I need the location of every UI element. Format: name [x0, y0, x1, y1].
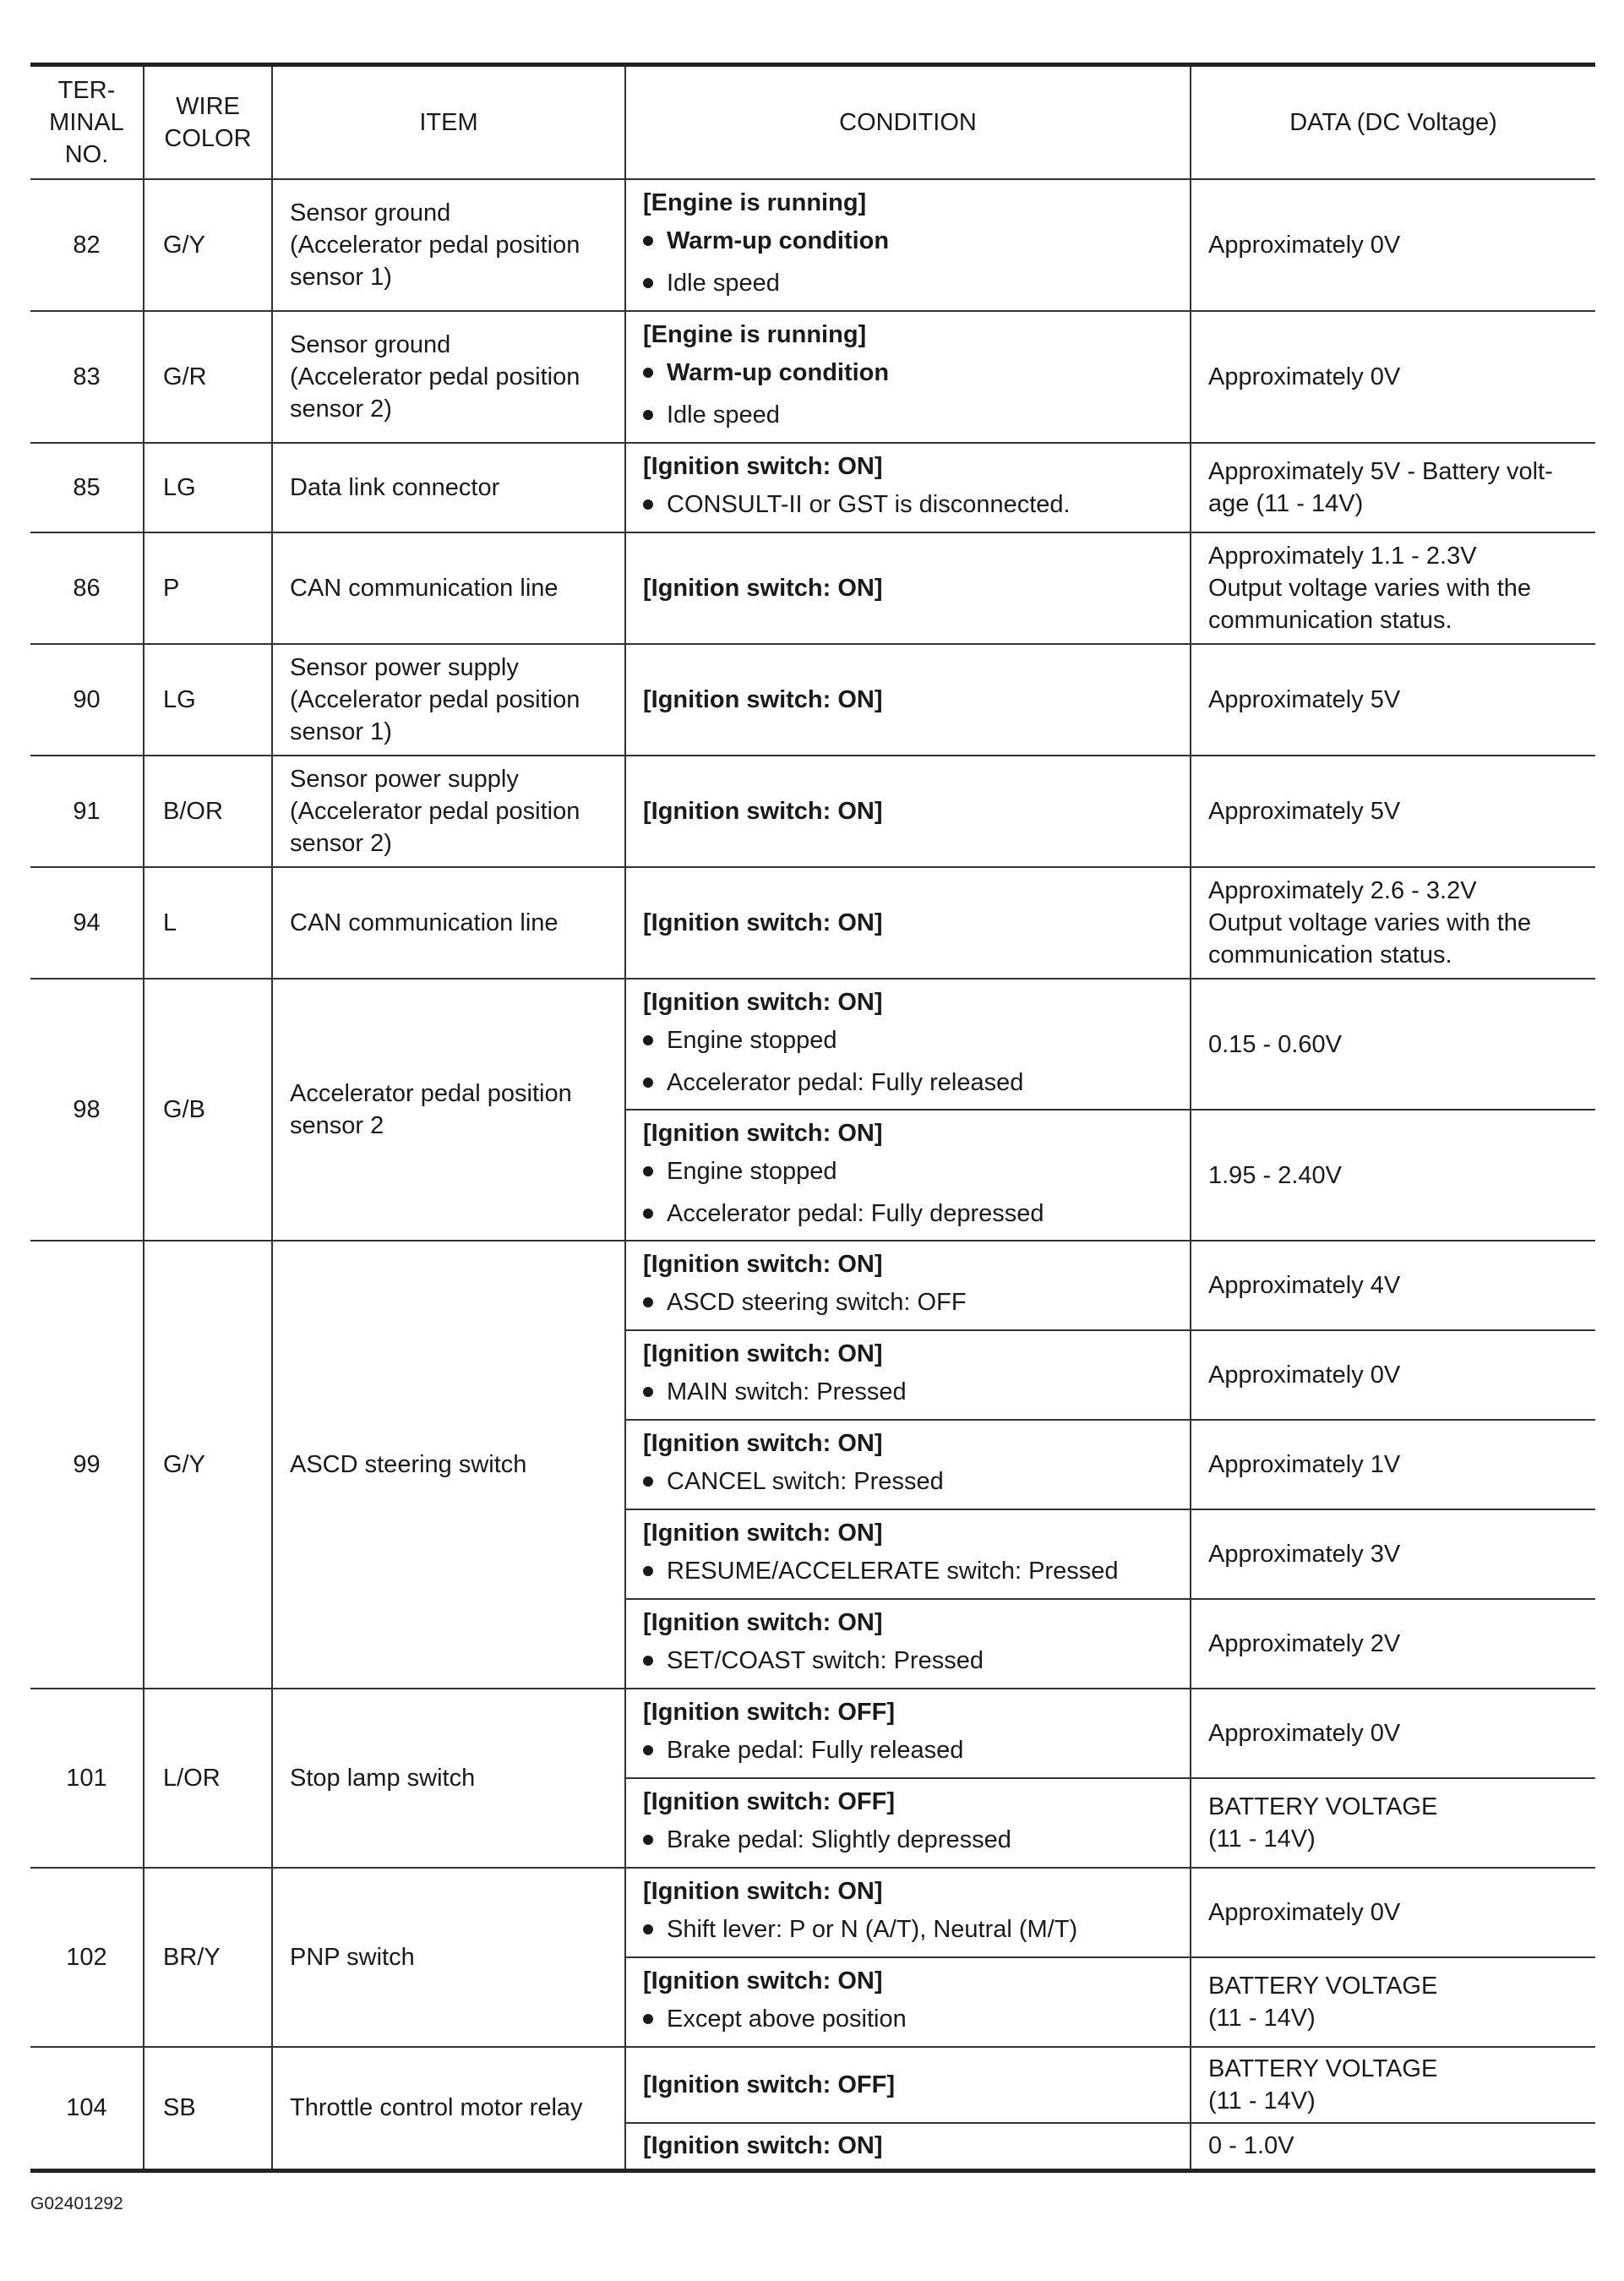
condition-cell	[625, 2123, 1191, 2170]
condition-cell	[625, 532, 1191, 644]
bullet-dot-icon	[643, 278, 653, 288]
bullet-dot-icon	[643, 410, 653, 420]
item-text-line: Sensor power supply	[290, 654, 519, 681]
voltage-data-cell	[1191, 532, 1595, 644]
voltage-data-line: 1.95 - 2.40V	[1208, 1161, 1342, 1189]
condition-bullet-text: Idle speed	[667, 401, 780, 428]
voltage-data-line: (11 - 14V)	[1208, 2087, 1316, 2115]
item-text-line: Sensor ground	[290, 331, 451, 358]
voltage-data-cell	[1191, 979, 1595, 1110]
header-text-line: COLOR	[164, 125, 252, 152]
condition-heading: [Ignition switch: ON]	[643, 988, 883, 1016]
condition-bullet-text: Brake pedal: Fully released	[667, 1737, 964, 1764]
condition-bullet	[643, 1371, 1183, 1413]
condition-bullet-text: Warm-up condition	[667, 227, 890, 254]
condition-cell	[625, 1330, 1191, 1420]
voltage-data-line: BATTERY VOLTAGE	[1208, 1793, 1438, 1820]
header-text-line: MINAL	[49, 109, 124, 136]
wire-color-cell: BR/Y	[144, 1868, 272, 2047]
voltage-data-line: age (11 - 14V)	[1208, 490, 1364, 517]
bullet-dot-icon	[643, 2014, 653, 2024]
condition-heading: [Ignition switch: ON]	[643, 1967, 883, 1995]
item-text-line: PNP switch	[290, 1944, 415, 1971]
voltage-data-cell	[1191, 1420, 1595, 1509]
wire-color-cell: SB	[144, 2047, 272, 2170]
condition-heading: [Ignition switch: ON]	[643, 1119, 883, 1147]
item-cell	[272, 867, 625, 979]
item-text-line: Sensor power supply	[290, 766, 519, 793]
item-cell	[272, 532, 625, 644]
item-cell	[272, 1868, 625, 2047]
terminal-data-page	[30, 63, 1595, 2173]
voltage-data-line: Approximately 0V	[1208, 1899, 1401, 1926]
wire-color-header	[144, 65, 272, 180]
condition-cell	[625, 311, 1191, 443]
terminal-no-header	[30, 65, 144, 180]
terminal-number-cell: 101	[30, 1689, 144, 1868]
condition-heading: [Engine is running]	[643, 189, 867, 216]
table-row	[30, 532, 1595, 644]
voltage-data-line: communication status.	[1208, 941, 1452, 969]
voltage-data-cell	[1191, 1110, 1595, 1241]
item-cell	[272, 1689, 625, 1868]
table-row	[30, 867, 1595, 979]
item-cell	[272, 979, 625, 1241]
item-text-line: Accelerator pedal position	[290, 1080, 572, 1107]
item-text-line: (Accelerator pedal position	[290, 798, 580, 825]
condition-bullet-text: Brake pedal: Slightly depressed	[667, 1826, 1011, 1853]
bullet-dot-icon	[643, 1035, 653, 1045]
table-header-row	[30, 65, 1595, 180]
condition-bullet-text: Engine stopped	[667, 1157, 837, 1185]
voltage-data-line: Approximately 5V - Battery volt-	[1208, 458, 1553, 485]
table-body	[30, 179, 1595, 2170]
terminal-data-table	[30, 63, 1595, 2173]
voltage-data-line: Approximately 4V	[1208, 1272, 1401, 1299]
condition-bullet	[643, 352, 1183, 394]
voltage-data-line: Approximately 5V	[1208, 686, 1401, 713]
voltage-data-line: BATTERY VOLTAGE	[1208, 1973, 1438, 2000]
voltage-data-line: communication status.	[1208, 607, 1452, 634]
table-row	[30, 1868, 1595, 1957]
condition-cell	[625, 1957, 1191, 2047]
condition-cell	[625, 2047, 1191, 2123]
header-text-line: TER-	[57, 77, 116, 104]
condition-cell	[625, 867, 1191, 979]
voltage-data-cell	[1191, 756, 1595, 867]
condition-bullet	[643, 1061, 1183, 1104]
condition-bullet	[643, 394, 1183, 436]
voltage-data-line: Approximately 0V	[1208, 1362, 1401, 1389]
table-row	[30, 2047, 1595, 2123]
item-text-line: Sensor ground	[290, 199, 451, 226]
item-text-line: (Accelerator pedal position	[290, 363, 580, 390]
condition-bullet-text: Shift lever: P or N (A/T), Neutral (M/T)	[667, 1916, 1078, 1943]
condition-heading: [Ignition switch: ON]	[643, 1609, 883, 1636]
table-row	[30, 179, 1595, 311]
wire-color-cell: L/OR	[144, 1689, 272, 1868]
condition-bullet	[643, 262, 1183, 304]
condition-bullet	[643, 1460, 1183, 1503]
item-text-line: (Accelerator pedal position	[290, 686, 580, 713]
condition-cell	[625, 1420, 1191, 1509]
item-cell	[272, 1241, 625, 1689]
item-text-line: sensor 2	[290, 1112, 384, 1139]
condition-heading: [Ignition switch: ON]	[643, 1430, 883, 1457]
voltage-data-cell	[1191, 867, 1595, 979]
bullet-dot-icon	[643, 1078, 653, 1088]
condition-heading: [Ignition switch: OFF]	[643, 2071, 896, 2098]
condition-header: CONDITION	[625, 65, 1191, 180]
condition-heading: [Ignition switch: ON]	[643, 798, 883, 825]
condition-bullet-text: Accelerator pedal: Fully released	[667, 1068, 1024, 1096]
item-cell	[272, 443, 625, 532]
condition-bullet	[643, 1281, 1183, 1323]
condition-cell	[625, 644, 1191, 756]
voltage-data-line: 0 - 1.0V	[1208, 2132, 1294, 2160]
voltage-data-cell	[1191, 1778, 1595, 1868]
terminal-number-cell: 86	[30, 532, 144, 644]
condition-bullet-text: MAIN switch: Pressed	[667, 1378, 907, 1405]
item-text-line: sensor 2)	[290, 830, 392, 857]
terminal-number-cell: 83	[30, 311, 144, 443]
bullet-dot-icon	[643, 1745, 653, 1755]
voltage-data-cell	[1191, 1868, 1595, 1957]
terminal-number-cell: 104	[30, 2047, 144, 2170]
voltage-data-cell	[1191, 311, 1595, 443]
item-cell	[272, 179, 625, 311]
condition-bullet-text: SET/COAST switch: Pressed	[667, 1647, 984, 1674]
condition-bullet	[643, 1192, 1183, 1235]
condition-cell	[625, 1778, 1191, 1868]
voltage-data-line: (11 - 14V)	[1208, 1825, 1316, 1853]
condition-bullet-text: Warm-up condition	[667, 359, 890, 386]
condition-bullet	[643, 220, 1183, 262]
condition-bullet-text: Except above position	[667, 2005, 907, 2033]
condition-cell	[625, 1110, 1191, 1241]
data-header: DATA (DC Voltage)	[1191, 65, 1595, 180]
bullet-dot-icon	[643, 1566, 653, 1576]
item-text-line: (Accelerator pedal position	[290, 232, 580, 259]
wire-color-cell: G/B	[144, 979, 272, 1241]
bullet-dot-icon	[643, 1924, 653, 1934]
voltage-data-cell	[1191, 1957, 1595, 2047]
terminal-number-cell: 91	[30, 756, 144, 867]
item-text-line: Throttle control motor relay	[290, 2094, 583, 2122]
condition-cell	[625, 979, 1191, 1110]
voltage-data-line: Output voltage varies with the	[1208, 909, 1532, 936]
voltage-data-line: Approximately 5V	[1208, 798, 1401, 825]
condition-cell	[625, 1241, 1191, 1330]
item-header: ITEM	[272, 65, 625, 180]
voltage-data-line: Approximately 0V	[1208, 1720, 1401, 1747]
item-cell	[272, 756, 625, 867]
condition-cell	[625, 756, 1191, 867]
item-text-line: sensor 1)	[290, 264, 392, 291]
table-row	[30, 1689, 1595, 1778]
bullet-dot-icon	[643, 236, 653, 246]
wire-color-cell: L	[144, 867, 272, 979]
condition-heading: [Ignition switch: ON]	[643, 686, 883, 713]
voltage-data-cell	[1191, 1330, 1595, 1420]
condition-cell	[625, 179, 1191, 311]
condition-heading: [Ignition switch: ON]	[643, 909, 883, 936]
condition-heading: [Engine is running]	[643, 321, 867, 348]
voltage-data-cell	[1191, 1509, 1595, 1599]
table-row	[30, 979, 1595, 1110]
item-text-line: ASCD steering switch	[290, 1451, 527, 1478]
item-cell	[272, 311, 625, 443]
item-text-line: sensor 2)	[290, 396, 392, 423]
condition-heading: [Ignition switch: ON]	[643, 1878, 883, 1905]
voltage-data-cell	[1191, 179, 1595, 311]
condition-cell	[625, 1599, 1191, 1689]
item-text-line: sensor 1)	[290, 718, 392, 745]
item-text-line: CAN communication line	[290, 909, 559, 936]
condition-bullet-text: CONSULT-II or GST is disconnected.	[667, 491, 1071, 518]
condition-heading: [Ignition switch: ON]	[643, 575, 883, 602]
wire-color-cell: G/Y	[144, 179, 272, 311]
table-row	[30, 443, 1595, 532]
voltage-data-cell	[1191, 443, 1595, 532]
bullet-dot-icon	[643, 1297, 653, 1307]
voltage-data-cell	[1191, 2123, 1595, 2170]
bullet-dot-icon	[643, 368, 653, 378]
voltage-data-cell	[1191, 1689, 1595, 1778]
terminal-number-cell: 90	[30, 644, 144, 756]
item-cell	[272, 644, 625, 756]
wire-color-cell: G/Y	[144, 1241, 272, 1689]
condition-cell	[625, 1689, 1191, 1778]
condition-cell	[625, 1868, 1191, 1957]
condition-heading: [Ignition switch: OFF]	[643, 1699, 896, 1726]
wire-color-cell: LG	[144, 644, 272, 756]
table-row	[30, 1241, 1595, 1330]
bullet-dot-icon	[643, 499, 653, 510]
item-text-line: Stop lamp switch	[290, 1765, 476, 1792]
bullet-dot-icon	[643, 1656, 653, 1666]
voltage-data-cell	[1191, 2047, 1595, 2123]
condition-bullet-text: CANCEL switch: Pressed	[667, 1468, 944, 1495]
voltage-data-line: Approximately 3V	[1208, 1541, 1401, 1568]
voltage-data-cell	[1191, 644, 1595, 756]
voltage-data-line: Approximately 2.6 - 3.2V	[1208, 877, 1477, 904]
condition-heading: [Ignition switch: ON]	[643, 2132, 883, 2160]
bullet-dot-icon	[643, 1476, 653, 1487]
voltage-data-cell	[1191, 1599, 1595, 1689]
condition-bullet	[643, 1550, 1183, 1592]
condition-heading: [Ignition switch: ON]	[643, 1251, 883, 1278]
condition-bullet	[643, 1729, 1183, 1771]
terminal-number-cell: 102	[30, 1868, 144, 2047]
condition-cell	[625, 1509, 1191, 1599]
voltage-data-line: Approximately 1.1 - 2.3V	[1208, 543, 1477, 570]
condition-cell	[625, 443, 1191, 532]
condition-heading: [Ignition switch: ON]	[643, 1340, 883, 1367]
bullet-dot-icon	[643, 1209, 653, 1219]
condition-bullet	[643, 1819, 1183, 1861]
item-text-line: Data link connector	[290, 474, 500, 501]
terminal-number-cell: 82	[30, 179, 144, 311]
condition-bullet	[643, 1998, 1183, 2040]
wire-color-cell: LG	[144, 443, 272, 532]
voltage-data-line: Output voltage varies with the	[1208, 575, 1532, 602]
condition-bullet-text: Accelerator pedal: Fully depressed	[667, 1199, 1044, 1227]
bullet-dot-icon	[643, 1166, 653, 1176]
table-row	[30, 644, 1595, 756]
condition-bullet	[643, 483, 1183, 526]
voltage-data-line: Approximately 0V	[1208, 363, 1401, 390]
wire-color-cell: B/OR	[144, 756, 272, 867]
condition-bullet-text: ASCD steering switch: OFF	[667, 1289, 967, 1316]
voltage-data-line: BATTERY VOLTAGE	[1208, 2055, 1438, 2082]
voltage-data-line: (11 - 14V)	[1208, 2005, 1316, 2032]
condition-heading: [Ignition switch: OFF]	[643, 1788, 896, 1815]
header-text-line: NO.	[64, 141, 109, 168]
terminal-number-cell: 85	[30, 443, 144, 532]
voltage-data-line: Approximately 0V	[1208, 232, 1401, 259]
condition-bullet	[643, 1019, 1183, 1061]
header-text-line: WIRE	[176, 93, 240, 120]
condition-bullet-text: RESUME/ACCELERATE switch: Pressed	[667, 1558, 1119, 1585]
bullet-dot-icon	[643, 1835, 653, 1845]
terminal-number-cell: 94	[30, 867, 144, 979]
bullet-dot-icon	[643, 1387, 653, 1397]
condition-heading: [Ignition switch: ON]	[643, 1520, 883, 1547]
table-row	[30, 756, 1595, 867]
wire-color-cell: P	[144, 532, 272, 644]
figure-code: G02401292	[30, 2194, 123, 2213]
condition-bullet-text: Idle speed	[667, 270, 780, 297]
voltage-data-line: Approximately 2V	[1208, 1630, 1401, 1657]
condition-bullet	[643, 1150, 1183, 1192]
voltage-data-line: Approximately 1V	[1208, 1451, 1401, 1478]
item-cell	[272, 2047, 625, 2170]
wire-color-cell: G/R	[144, 311, 272, 443]
voltage-data-line: 0.15 - 0.60V	[1208, 1030, 1342, 1058]
condition-heading: [Ignition switch: ON]	[643, 453, 883, 480]
condition-bullet	[643, 1908, 1183, 1951]
terminal-number-cell: 99	[30, 1241, 144, 1689]
table-row	[30, 311, 1595, 443]
voltage-data-cell	[1191, 1241, 1595, 1330]
condition-bullet-text: Engine stopped	[667, 1026, 837, 1054]
terminal-number-cell: 98	[30, 979, 144, 1241]
condition-bullet	[643, 1640, 1183, 1682]
item-text-line: CAN communication line	[290, 575, 559, 602]
